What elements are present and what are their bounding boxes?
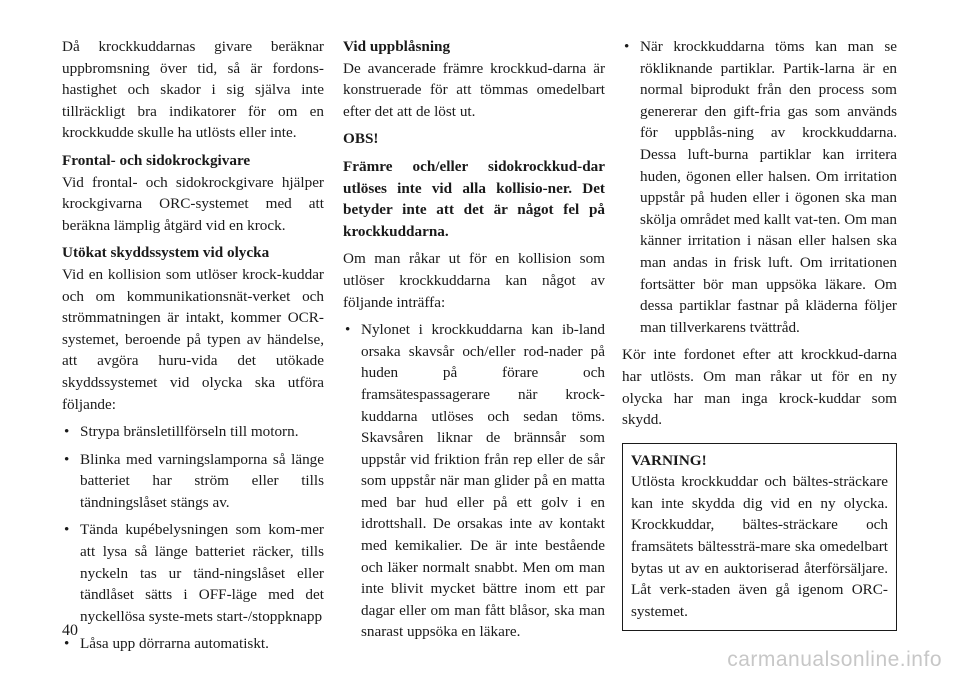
section-heading-frontal: Frontal- och sidokrockgivare [62, 151, 251, 169]
list-item: • Tända kupébelysningen som kom-mer att lysa så länge batteriet räcker, tills nyckeln tas ur tänd-ningslåset eller tändlåset sätts i OFF-läge med det nyckellösa syste-mets start-/stoppknapp [62, 519, 324, 627]
left-column [62, 36, 324, 661]
note-text: Främre och/eller sidokrockkud-dar utlöses inte vid alla kollisio-ner. Det betyder inte att det är något fel på krockkuddarna. [343, 157, 605, 240]
inflation-paragraph: De avancerade främre krockkud-darna är konstruerade för att tömmas omedelbart efter det att de löst ut. [343, 59, 605, 120]
middle-column [343, 36, 605, 649]
particles-list [622, 36, 897, 338]
extended-paragraph: Vid en kollision som utlöser krock-kuddar och om kommunikationsnät-verket och strömmatningen är intakt, kommer OCR-systemet, beroende på typen av händelse, att avgöra huru-vida det utökade skyddssystemet vid olycka ska utföra följande: [62, 265, 324, 413]
warning-text: Utlösta krockkuddar och bältes-sträckare kan inte skydda dig vid en ny olycka. Krockkuddar, bältes-sträckare och framsätets bältessträ-mare ska omedelbart bytas ut av en auktoriserad återförsäljare. Låt verk-staden även gå igenom ORC-systemet. [631, 473, 888, 620]
site-watermark: carmanualsonline.info [727, 648, 942, 671]
warning-title: VARNING! [631, 451, 707, 469]
list-item: • När krockkuddarna töms kan man se rökliknande partiklar. Partik-larna är en normal biprodukt från den process som genererar den gift-fria gas som används för uppblås-ning av krockkuddarna. Dessa luft-burna partiklar kan irritera huden, ögonen eller halsen. Om irritation uppstår på huden eller i ögonen ska man skölja området med kallt vat-ten. Om man känner irritation i näsan eller halsen ska man andas in frisk luft. Om irritationen fortsätter bör man uppsöka läkare. Om dessa partiklar fastnar på kläderna följer man tillverkarens tvättråd. [622, 36, 897, 338]
page-number: 40 [62, 622, 78, 639]
collision-paragraph: Om man råkar ut för en kollision som utlöser krockkuddarna kan något av följande inträffa: [343, 250, 605, 311]
section-heading-extended: Utökat skyddssystem vid olycka [62, 244, 270, 262]
do-not-drive-paragraph: Kör inte fordonet efter att krockkud-darna har utlösts. Om man råkar ut för en ny olycka har man inga krock-kuddar som skydd. [622, 346, 897, 429]
section-heading-inflation: Vid uppblåsning [343, 38, 451, 55]
right-column [622, 36, 897, 631]
effects-list [343, 319, 605, 643]
list-item: • Blinka med varningslamporna så länge batteriet har ström eller tills tändningslåset stängs av. [62, 449, 324, 514]
frontal-paragraph: Vid frontal- och sidokrockgivare hjälper krockgivarna ORC-systemet med att beräkna lämplig åtgärd vid en krock. [62, 173, 324, 234]
list-item: • Strypa bränsletillförseln till motorn. [62, 421, 324, 443]
list-item: • Låsa upp dörrarna automatiskt. [62, 633, 324, 655]
note-heading: OBS! [343, 130, 379, 148]
extended-list [62, 421, 324, 655]
intro-paragraph: Då krockkuddarnas givare beräknar uppbromsning över tid, så är fordons-hastighet och skador i sig själva inte tillräckligt bra indikatorer för om en krockkudde skulle ha utlösts eller inte. [62, 38, 324, 142]
warning-box [622, 443, 897, 632]
list-item: • Nylonet i krockkuddarna kan ib-land orsaka skavsår och/eller rod-nader på huden på förare och framsätespassagerare när krock-kuddarna utlöses och sedan töms. Skavsåren liknar de brännsår som uppstår vid friktion från rep eller de sår som uppstår när man glider på en matta med bar hud eller på ett golv i en idrottshall. De orsakas inte av kontakt med kemikalier. De är inte bestående och läker normalt snabbt. Men om man inte blivit mycket bättre inom ett par dagar eller om man fått blåsor, ska man snarast uppsöka en läkare. [343, 319, 605, 643]
